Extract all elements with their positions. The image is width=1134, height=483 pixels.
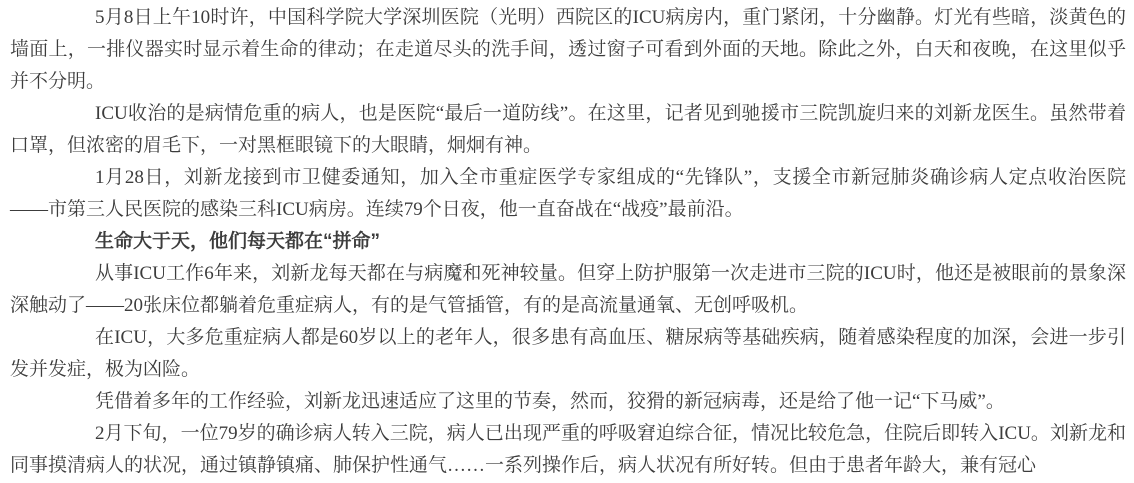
paragraph-pioneer-team: 1月28日，刘新龙接到市卫健委通知，加入全市重症医学专家组成的“先锋队”，支援全市新冠肺炎确诊病人定点收治医院——市第三人民医院的感染三科ICU病房。连续79个日夜，他一直奋战在“战疫”最前沿。 [10,167,1126,220]
paragraph-icu-ward-scene: 5月8日上午10时许，中国科学院大学深圳医院（光明）西院区的ICU病房内，重门紧闭，十分幽静。灯光有些暗，淡黄色的墙面上，一排仪器实时显示着生命的律动；在走道尽头的洗手间，透过窗子可看到外面的天地。除此之外，白天和夜晚，在这里似乎并不分明。 [10,7,1126,92]
paragraph-patient-case: 2月下旬，一位79岁的确诊病人转入三院，病人已出现严重的呼吸窘迫综合征，情况比较危急，住院后即转入ICU。刘新龙和同事摸清病人的状况，通过镇静镇痛、肺保护性通气……一系列操作后，病人状况有所好转。但由于患者年龄大，兼有冠心 [10,423,1126,476]
section-heading: 生命大于天，他们每天都在“拼命” [95,231,381,252]
paragraph-elderly-patients: 在ICU，大多危重症病人都是60岁以上的老年人，很多患有高血压、糖尿病等基础疾病，随着感染程度的加深，会进一步引发并发症，极为凶险。 [10,327,1126,380]
paragraph-doctor-introduction: ICU收治的是病情危重的病人，也是医院“最后一道防线”。在这里，记者见到驰援市三院凯旋归来的刘新龙医生。虽然带着口罩，但浓密的眉毛下，一对黑框眼镜下的大眼睛，炯炯有神。 [10,103,1126,156]
paragraph-first-impression: 从事ICU工作6年来，刘新龙每天都在与病魔和死神较量。但穿上防护服第一次走进市三院的ICU时，他还是被眼前的景象深深触动了——20张床位都躺着危重症病人，有的是气管插管，有的是高流量通氧、无创呼吸机。 [10,263,1126,316]
paragraph-virus-challenge: 凭借着多年的工作经验，刘新龙迅速适应了这里的节奏，然而，狡猾的新冠病毒，还是给了他一记“下马威”。 [95,391,1005,412]
